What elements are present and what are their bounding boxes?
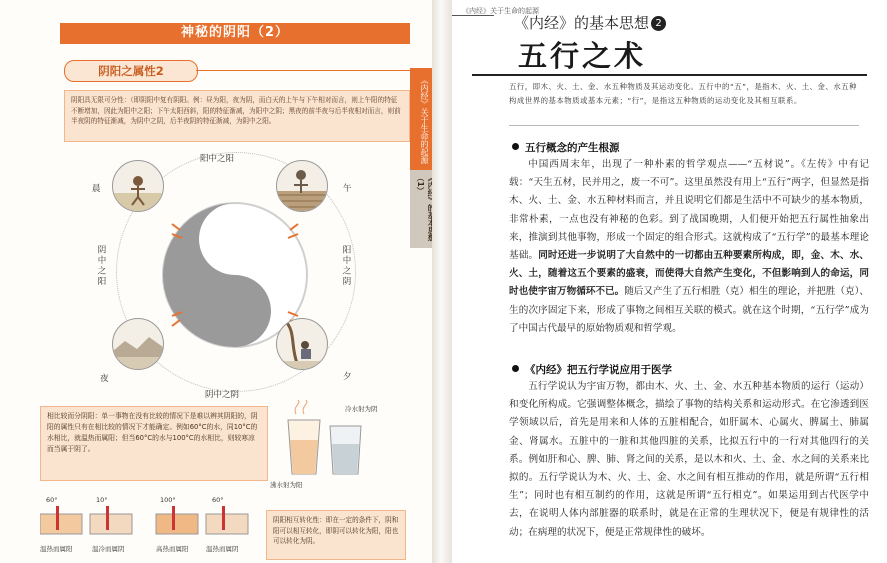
- bullet-icon: [512, 143, 519, 150]
- label-night: 夜: [100, 374, 109, 384]
- banner-rule: [60, 43, 410, 44]
- section2-title: 《内经》把五行学说应用于医学: [525, 364, 672, 376]
- running-head-rule: [452, 15, 494, 16]
- label-dusk: 夕: [343, 372, 352, 382]
- beaker-caption-3: 高热而属阳: [156, 545, 189, 553]
- morning-scene: [112, 160, 164, 212]
- side-tab-text: 《内经》关于生命的起源: [420, 76, 429, 164]
- abstract-text: 五行，即木、火、土、金、水五种物质及其运动变化。五行中的“五”，是指木、火、土、金、水五种构成世界的基本物质或基本元素；“行”，是指这五种物质的运动变化及其相互联系。: [509, 82, 857, 105]
- transform-text: 阴阳相互转化性：即在一定的条件下，阴和阳可以相互转化，即阴可以转化为阳，阳也可以转化为阴。: [266, 510, 406, 560]
- hot-water-label: 沸水射为阳: [270, 481, 303, 489]
- section1-text-bold: 同时还进一步说明了大自然中的一切都由五种要素所构成，即，金、木、水、火、土，随着这五个要素的盛衰，而使得大自然产生变化，不但影响到人的命运，同时也使宇宙万物循环不已。: [509, 250, 870, 298]
- title-rule: [472, 74, 867, 76]
- beaker-caption-2: 温冷而属阴: [92, 545, 125, 553]
- section1-title: 五行概念的产生根源: [525, 142, 620, 154]
- cold-water-label: 冷水射为阴: [345, 405, 378, 413]
- section2-heading: [512, 362, 672, 377]
- label-noon: 午: [343, 184, 352, 194]
- beaker-caption-1: 温热而属阳: [40, 545, 73, 553]
- noon-farmer-icon: [277, 161, 327, 211]
- beaker-temp-2: 10°: [96, 496, 108, 504]
- side-tab-sub-text: （1）: [416, 174, 425, 195]
- morning-figure-icon: [113, 161, 163, 211]
- beaker-temp-4: 60°: [212, 496, 224, 504]
- label-morning: 晨: [92, 184, 101, 194]
- section1-text-a: 中国西周末年，出现了一种朴素的哲学观点——“五材说”。《左传》中有记载：“天生五材，民并用之，废一不可”。这里虽然没有用上“五行”两字，但显然是指木、火、土、金、水五种材料而言，并且说明它们都是生活中不可缺少的基本物质，非常朴素，一点也没有神秘的色彩。到了战国晚期，人们便开始把五行属性抽象出来，推演到其他事物，形成一个固定的组合形式。这就构成了“五行学”的最基本理论基础。: [509, 159, 869, 262]
- night-scene: [112, 318, 164, 370]
- intro-text: 阴阳具无限可分性：（即阴阳中复有阴阳。例：昼为阳，夜为阴，而白天的上午与下午相对而言，则上午阳的特征不断增加，因此为阳中之阳；下午太阳西斜，阳的特征渐减，为阳中之阴；黑夜的前半夜与后半夜相对而言，则前半夜阴的特征渐减，为阴中之阴，后半夜阴的特征渐减，为阴中之阳。: [64, 90, 410, 142]
- abstract-rule: [509, 125, 859, 126]
- beaker-row-icon: [40, 506, 262, 536]
- label-yang-in-yang: 阳中之阳: [200, 154, 235, 164]
- running-head: 《内经》关于生命的起源: [462, 7, 539, 15]
- page-title: 五行之术: [518, 39, 647, 73]
- subheading: 阴阳之属性2: [64, 60, 198, 82]
- chapter-number-badge: 2: [651, 16, 666, 31]
- beaker-temp-1: 60°: [46, 496, 58, 504]
- bullet-icon: [512, 365, 519, 372]
- right-page: [452, 0, 887, 563]
- chapter-subtitle: [514, 12, 666, 33]
- compare-text: 相比较而分阴阳：单一事物在没有比较的情况下是难以辨其阴阳的，阴阳的属性只有在相比较的情况下才能确定。例如60°C的水，同10°C的水相比，就温热而属阳；但当60°C的水与100°C的水相比，则较寒凉而当属于阴了。: [40, 406, 268, 481]
- subheading-rule: [196, 70, 410, 71]
- section1-heading: [512, 140, 620, 155]
- book-gutter: [432, 0, 452, 563]
- banner-title: 神秘的阴阳（2）: [60, 23, 410, 43]
- side-tab-sub: [410, 170, 432, 248]
- beaker-temp-3: 100°: [160, 496, 176, 504]
- label-yin-in-yin: 阴中之阴: [205, 390, 240, 400]
- label-yin-in-yang: 阳中之阴: [341, 245, 351, 287]
- temperature-comparison: [40, 496, 262, 556]
- night-landscape-icon: [113, 319, 163, 369]
- dusk-scene: [276, 318, 328, 370]
- section1-paragraph: [509, 156, 869, 338]
- beaker-caption-4: 温热而属阴: [206, 545, 239, 553]
- left-page: [0, 0, 432, 563]
- dusk-sitting-figure-icon: [277, 319, 327, 369]
- label-yang-in-yin: 阴中之阳: [96, 245, 106, 287]
- chapter-subtitle-text: 《内经》的基本思想: [514, 14, 650, 32]
- section1-text-b: 随后又产生了五行相胜（克）相生的理论，并把胜（克）、生的次序固定下来，形成了事物之间相互关联的模式。就在这个时期，“五行学”成为了中国古代最早的原始物质观和哲学观。: [509, 286, 869, 334]
- noon-scene: [276, 160, 328, 212]
- section2-paragraph: 五行学说认为宇宙万物，都由木、火、土、金、水五种基本物质的运行（运动）和变化所构成。它强调整体概念，描绘了事物的结构关系和运动形式。在它渗透到医学领域以后，首先是用来和人体的五脏相配合，如肝属木、心属火、脾属土、肺属金、肾属水。五脏中的一脏和其他四脏的关系，比拟五行中的一行对其他四行的关系。例如肝和心、脾、肺、肾之间的关系，是以木和火、土、金、水之间的关系来比拟的。五行学说认为木、火、土、金、水之间有相互推动的作用，就是所谓“五行相生”；同时也有相互制约的作用，这就是所谓“五行相克”。如果运用到古代医学中去，在说明人体内部脏器的联系时，就是在正常的生理状况下，便是有规律性的活动；在病理的状况下，便是正常规律性的破坏。: [509, 381, 869, 538]
